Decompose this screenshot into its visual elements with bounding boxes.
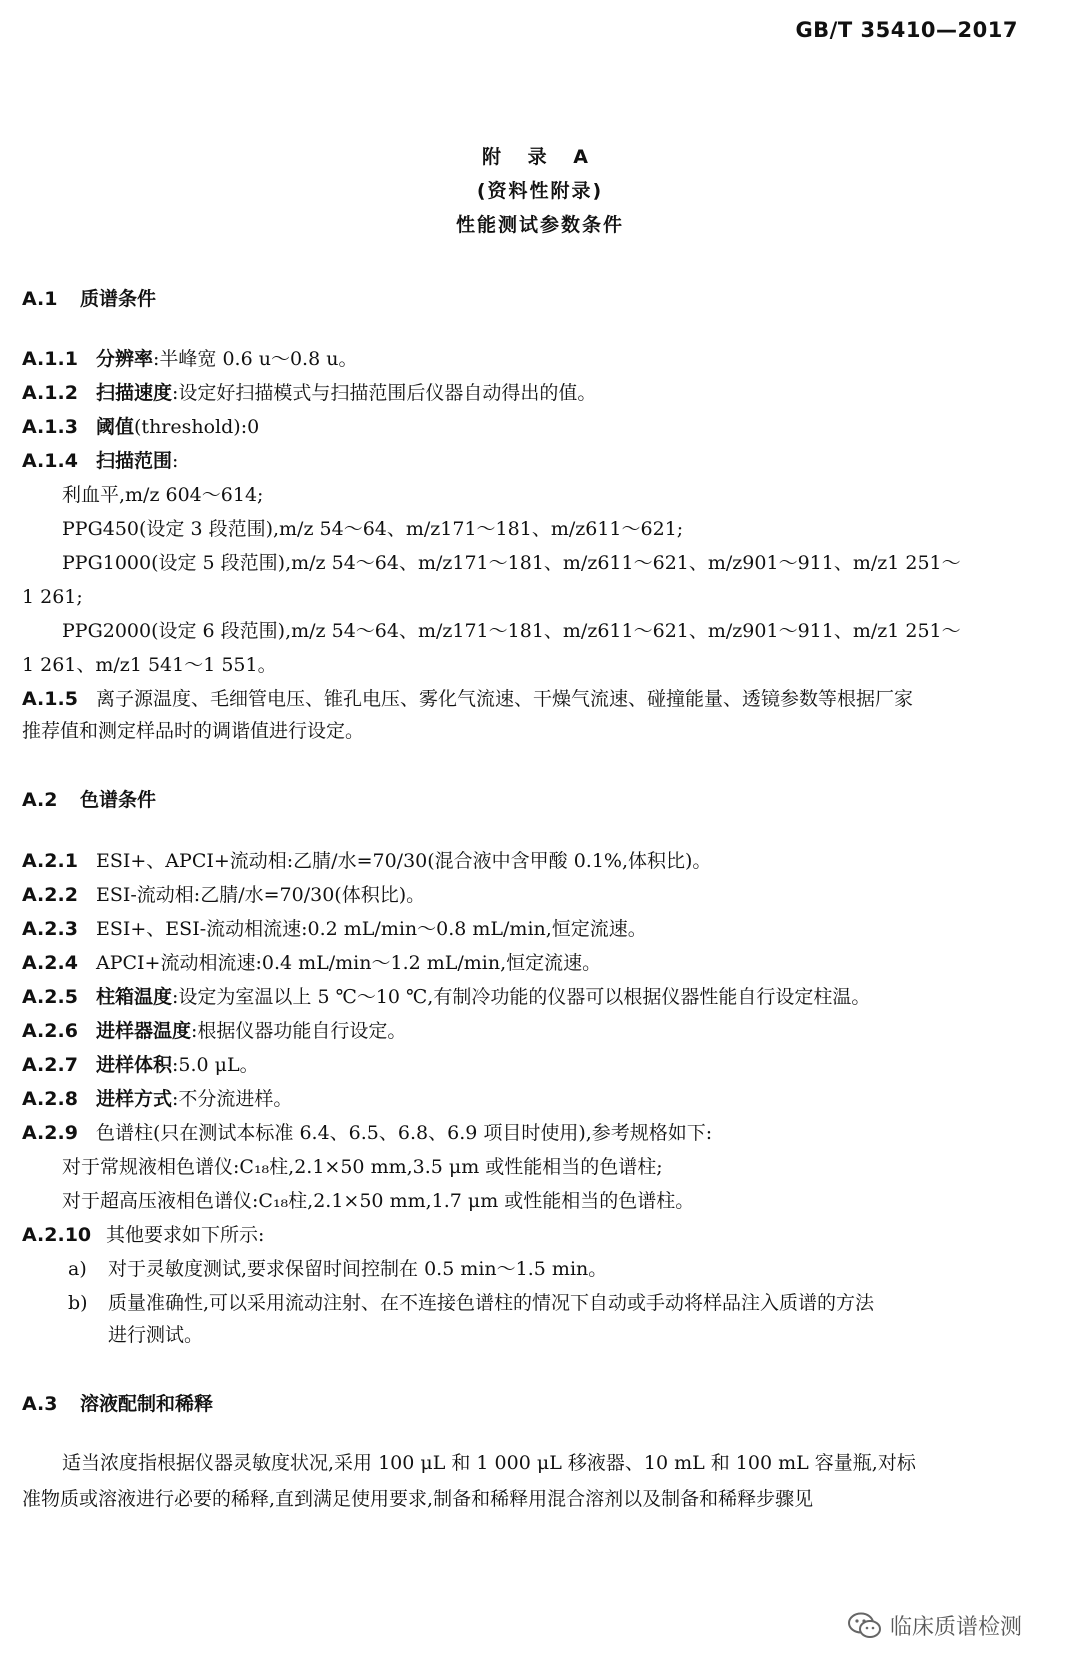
list-item-a — [68, 1256, 607, 1282]
clause-number: A.2.7 — [22, 1054, 78, 1076]
clause-a-2-5 — [22, 984, 870, 1010]
clause-label: 柱箱温度 — [96, 986, 173, 1008]
clause-a-2-1 — [22, 848, 711, 874]
watermark — [842, 1608, 1028, 1643]
clause-a-1-5-cont: 推荐值和测定样品时的调谐值进行设定。 — [22, 720, 365, 742]
column-spec-uhplc: 对于超高压液相色谱仪:C₁₈柱,2.1×50 mm,1.7 μm 或性能相当的色谱柱。 — [62, 1190, 695, 1212]
clause-number: A.2.2 — [22, 884, 78, 906]
clause-number: A.2.5 — [22, 986, 78, 1008]
clause-label: 分辨率 — [96, 348, 154, 370]
clause-a-2-10 — [22, 1222, 264, 1248]
section-title: 溶液配制和稀释 — [80, 1393, 214, 1415]
clause-label: 阈值 — [96, 416, 135, 438]
section-number: A.1 — [22, 288, 58, 310]
section-heading-a3 — [22, 1389, 213, 1416]
clause-number: A.2.6 — [22, 1020, 78, 1042]
scan-range-ppg2000: PPG2000(设定 6 段范围),m/z 54～64、m/z171～181、m/z611～621、m/z901～911、m/z1 251～ — [62, 620, 961, 642]
clause-a-2-7 — [22, 1052, 259, 1078]
clause-text: 色谱柱(只在测试本标准 6.4、6.5、6.8、6.9 项目时使用),参考规格如下: — [96, 1122, 713, 1144]
list-bullet: a) — [68, 1258, 87, 1280]
clause-number: A.2.4 — [22, 952, 78, 974]
clause-number: A.2.3 — [22, 918, 78, 940]
clause-label: 扫描范围 — [96, 450, 173, 472]
clause-text: ESI-流动相:乙腈/水=70/30(体积比)。 — [96, 884, 426, 906]
clause-a-2-2 — [22, 882, 425, 908]
clause-text: 离子源温度、毛细管电压、锥孔电压、雾化气流速、干燥气流速、碰撞能量、透镜参数等根据厂家 — [96, 688, 914, 710]
list-item-text: 对于灵敏度测试,要求保留时间控制在 0.5 min～1.5 min。 — [108, 1258, 608, 1280]
clause-label: 进样体积 — [96, 1054, 173, 1076]
list-item-b — [68, 1290, 874, 1316]
clause-label: 扫描速度 — [96, 382, 173, 404]
clause-number: A.1.4 — [22, 450, 78, 472]
annex-title: 性能测试参数条件 — [455, 214, 624, 236]
clause-a-2-4 — [22, 950, 601, 976]
wechat-icon — [848, 1612, 882, 1640]
clause-label: 进样方式 — [96, 1088, 173, 1110]
clause-number: A.2.10 — [22, 1224, 92, 1246]
clause-text: :5.0 μL。 — [172, 1054, 259, 1076]
scan-range-ppg1000-cont: 1 261; — [22, 586, 83, 608]
clause-a-2-8 — [22, 1086, 292, 1112]
clause-number: A.1.2 — [22, 382, 78, 404]
section-heading-a1 — [22, 284, 156, 311]
clause-text: APCI+流动相流速:0.4 mL/min～1.2 mL/min,恒定流速。 — [96, 952, 602, 974]
section-number: A.2 — [22, 789, 58, 811]
scan-range-reserpine: 利血平,m/z 604～614; — [62, 484, 264, 506]
standard-number: GB/T 35410—2017 — [795, 18, 1018, 42]
clause-label: 进样器温度 — [96, 1020, 192, 1042]
clause-text: ESI+、ESI-流动相流速:0.2 mL/min～0.8 mL/min,恒定流速。 — [96, 918, 647, 940]
list-item-text: 质量准确性,可以采用流动注射、在不连接色谱柱的情况下自动或手动将样品注入质谱的方法 — [108, 1292, 875, 1314]
annex-kind: (资料性附录) — [476, 180, 604, 202]
clause-number: A.1.3 — [22, 416, 78, 438]
clause-number: A.2.1 — [22, 850, 78, 872]
paragraph-line: 适当浓度指根据仪器灵敏度状况,采用 100 μL 和 1 000 μL 移液器、10 mL 和 100 mL 容量瓶,对标 — [62, 1452, 916, 1474]
clause-number: A.2.8 — [22, 1088, 78, 1110]
clause-text: :设定为室温以上 5 ℃～10 ℃,有制冷功能的仪器可以根据仪器性能自行设定柱温。 — [172, 986, 871, 1008]
annex-label: 附 录 A — [482, 146, 598, 168]
clause-a-2-3 — [22, 916, 647, 942]
clause-text: :不分流进样。 — [172, 1088, 293, 1110]
clause-a-2-6 — [22, 1018, 406, 1044]
clause-number: A.2.9 — [22, 1122, 78, 1144]
list-bullet: b) — [68, 1292, 88, 1314]
scan-range-ppg1000: PPG1000(设定 5 段范围),m/z 54～64、m/z171～181、m/z611～621、m/z901～911、m/z1 251～ — [62, 552, 961, 574]
clause-a-1-5 — [22, 686, 913, 712]
clause-a-1-4 — [22, 448, 178, 474]
clause-text: :根据仪器功能自行设定。 — [191, 1020, 407, 1042]
section-title: 色谱条件 — [80, 789, 157, 811]
clause-text: :半峰宽 0.6 u～0.8 u。 — [153, 348, 358, 370]
section-number: A.3 — [22, 1393, 58, 1415]
clause-text: :设定好扫描模式与扫描范围后仪器自动得出的值。 — [172, 382, 597, 404]
column-spec-hplc: 对于常规液相色谱仪:C₁₈柱,2.1×50 mm,3.5 μm 或性能相当的色谱柱; — [62, 1156, 663, 1178]
clause-text: ESI+、APCI+流动相:乙腈/水=70/30(混合液中含甲酸 0.1%,体积比)。 — [96, 850, 712, 872]
clause-text: 其他要求如下所示: — [106, 1224, 265, 1246]
paragraph-line: 准物质或溶液进行必要的稀释,直到满足使用要求,制备和稀释用混合溶剂以及制备和稀释步骤见 — [22, 1488, 814, 1510]
section-heading-a2 — [22, 785, 156, 812]
clause-text: : — [172, 450, 179, 472]
clause-a-2-9 — [22, 1120, 712, 1146]
clause-a-1-1 — [22, 346, 357, 372]
watermark-text: 临床质谱检测 — [889, 1615, 1022, 1640]
clause-number: A.1.5 — [22, 688, 78, 710]
section-title: 质谱条件 — [80, 288, 157, 310]
list-item-b-cont: 进行测试。 — [108, 1324, 204, 1346]
clause-a-1-2 — [22, 380, 596, 406]
scan-range-ppg450: PPG450(设定 3 段范围),m/z 54～64、m/z171～181、m/z611～621; — [62, 518, 684, 540]
clause-number: A.1.1 — [22, 348, 78, 370]
clause-text: (threshold):0 — [134, 416, 260, 438]
scan-range-ppg2000-cont: 1 261、m/z1 541～1 551。 — [22, 654, 277, 676]
clause-a-1-3 — [22, 414, 259, 440]
